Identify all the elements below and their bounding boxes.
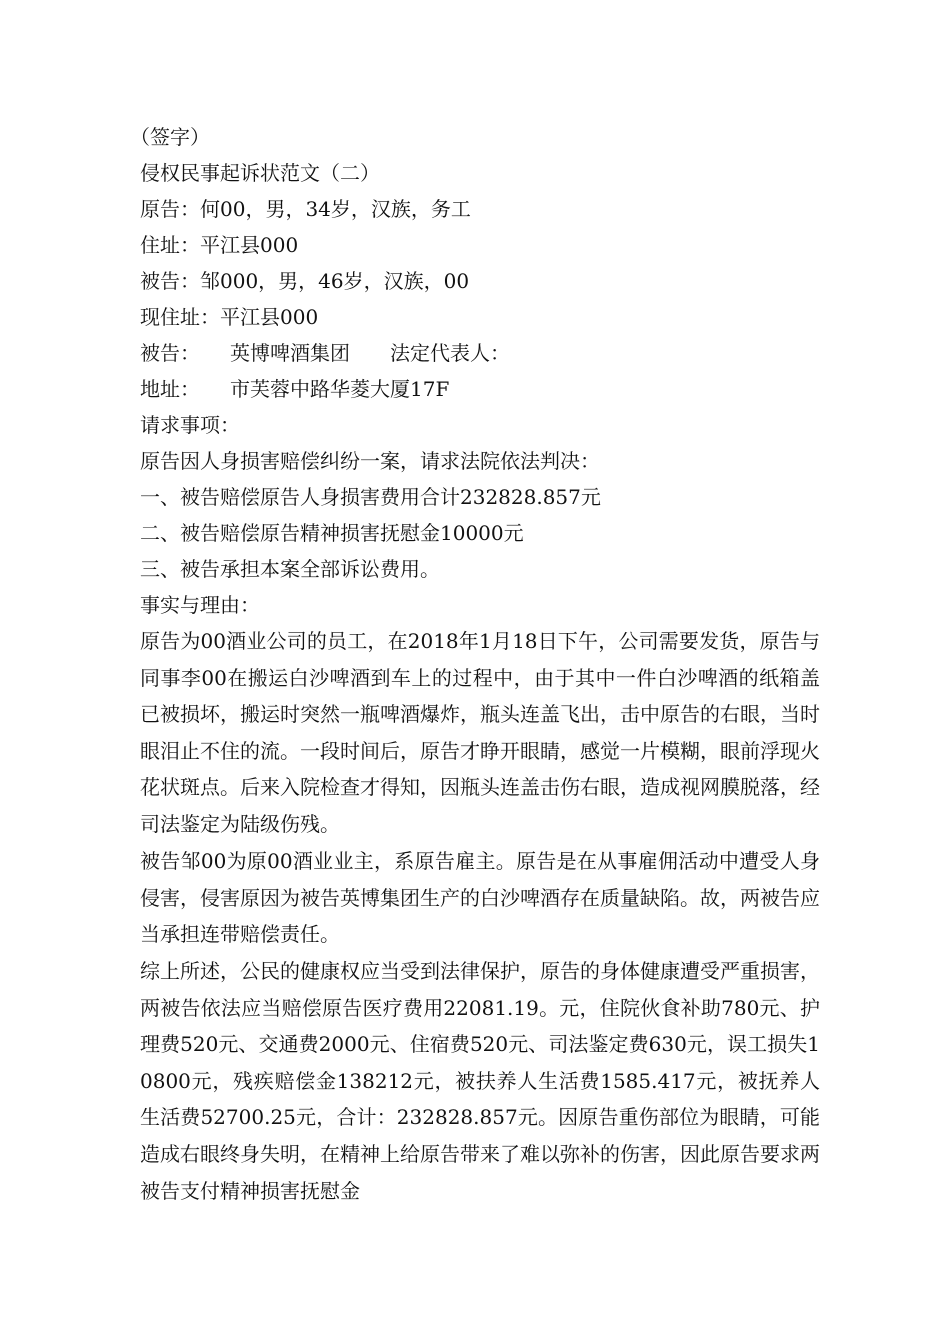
facts-paragraph-1: 原告为00酒业公司的员工，在2018年1月18日下午，公司需要发货，原告与同事李00在搬运白沙啤酒到车上的过程中，由于其中一件白沙啤酒的纸箱盖已被损坏，搬运时突然一瓶啤酒爆炸，瓶头连盖飞出，击中原告的右眼，当时眼泪止不住的流。一段时间后，原告才睁开眼睛，感觉一片模糊，眼前浮现火花状斑点。后来入院检查才得知，因瓶头连盖击伤右眼，造成视网膜脱落，经司法鉴定为陆级伤残。 xyxy=(140,629,820,836)
claim-item-3: 三、被告承担本案全部诉讼费用。 xyxy=(140,557,440,581)
defendant-one-address: 现住址：平江县000 xyxy=(140,305,319,329)
facts-paragraph-3: 综上所述，公民的健康权应当受到法律保护，原告的身体健康遭受严重损害，两被告依法应当赔偿原告医疗费用22081.19。元，住院伙食补助780元、护理费520元、交通费2000元、住宿费520元、司法鉴定费630元，误工损失10800元，残疾赔偿金138212元，被扶养人生活费1585.417元，被抚养人生活费52700.25元，合计：232828.857元。因原告重伤部位为眼睛，可能造成右眼终身失明，在精神上给原告带来了难以弥补的伤害，因此原告要求两被告支付精神损害抚慰金 xyxy=(140,959,820,1203)
claim-item-1: 一、被告赔偿原告人身损害费用合计232828.857元 xyxy=(140,485,601,509)
signature-note: （签字） xyxy=(130,125,210,149)
plaintiff-address: 住址：平江县000 xyxy=(140,233,299,257)
defendant-two-address: 地址： 市芙蓉中路华菱大厦17F xyxy=(140,377,450,401)
defendant-one-info: 被告：邹000，男，46岁，汉族，00 xyxy=(140,269,470,293)
claims-intro: 原告因人身损害赔偿纠纷一案，请求法院依法判决： xyxy=(140,449,600,473)
defendant-two-info: 被告： 英博啤酒集团 法定代表人： xyxy=(140,341,510,365)
document-title: 侵权民事起诉状范文（二） xyxy=(140,161,380,185)
claims-heading: 请求事项： xyxy=(140,413,240,437)
facts-paragraph-2: 被告邹00为原00酒业业主，系原告雇主。原告是在从事雇佣活动中遭受人身侵害，侵害原因为被告英博集团生产的白沙啤酒存在质量缺陷。故，两被告应当承担连带赔偿责任。 xyxy=(140,849,820,947)
claim-item-2: 二、被告赔偿原告精神损害抚慰金10000元 xyxy=(140,521,524,545)
facts-heading: 事实与理由： xyxy=(140,593,260,617)
plaintiff-info: 原告：何00，男，34岁，汉族，务工 xyxy=(140,197,471,221)
